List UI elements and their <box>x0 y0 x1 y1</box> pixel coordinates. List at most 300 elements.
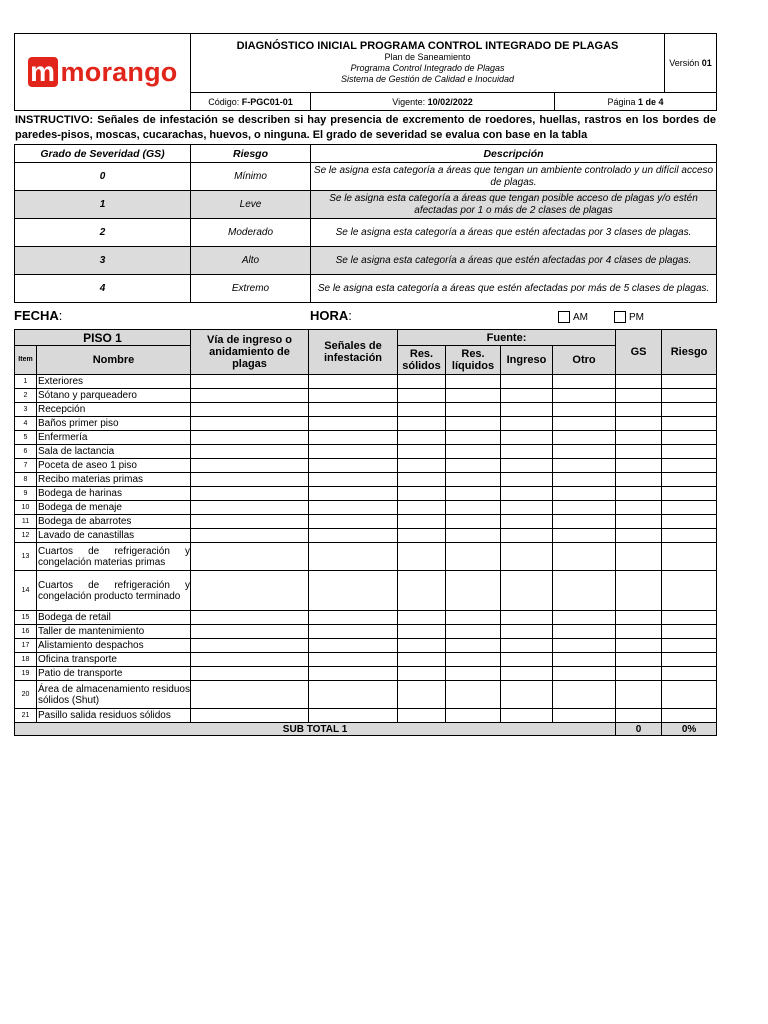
res-liquidos-cell[interactable] <box>446 515 501 529</box>
am-label: AM <box>573 311 588 323</box>
otro-cell[interactable] <box>553 403 616 417</box>
row-item-number: 8 <box>15 473 37 487</box>
severity-gs: 4 <box>15 275 191 303</box>
res-solidos-cell[interactable] <box>398 681 446 709</box>
via-cell[interactable] <box>191 389 309 403</box>
res-solidos-cell[interactable] <box>398 667 446 681</box>
severity-row <box>15 163 717 191</box>
ingreso-cell[interactable] <box>501 403 553 417</box>
res-solidos-cell[interactable] <box>398 501 446 515</box>
res-liquidos-cell[interactable] <box>446 501 501 515</box>
gs-cell[interactable] <box>616 709 662 723</box>
vigente-label: Vigente: <box>392 96 426 107</box>
severity-riesgo: Mínimo <box>191 163 311 191</box>
severity-gs: 1 <box>15 191 191 219</box>
ingreso-cell[interactable] <box>501 653 553 667</box>
am-checkbox[interactable] <box>558 311 588 323</box>
res-liquidos-cell[interactable] <box>446 611 501 625</box>
ingreso-cell[interactable] <box>501 389 553 403</box>
codigo-cell <box>191 93 311 111</box>
otro-cell[interactable] <box>553 375 616 389</box>
row-item-number: 11 <box>15 515 37 529</box>
checkbox-icon[interactable] <box>558 311 570 323</box>
row-area-name: Cuartos de refrigeración y congelación materias primas <box>37 543 191 571</box>
res-liquidos-cell[interactable] <box>446 403 501 417</box>
logo-cell <box>15 34 191 111</box>
ingreso-cell[interactable] <box>501 667 553 681</box>
senales-cell[interactable] <box>309 529 398 543</box>
senales-cell[interactable] <box>309 571 398 611</box>
row-item-number: 5 <box>15 431 37 445</box>
res-liquidos-cell[interactable] <box>446 681 501 709</box>
document-title: DIAGNÓSTICO INICIAL PROGRAMA CONTROL INTEGRADO DE PLAGAS <box>236 40 619 52</box>
riesgo-cell[interactable] <box>662 515 717 529</box>
row-item-number: 2 <box>15 389 37 403</box>
via-cell[interactable] <box>191 529 309 543</box>
ingreso-cell[interactable] <box>501 501 553 515</box>
senales-cell[interactable] <box>309 473 398 487</box>
severity-riesgo: Leve <box>191 191 311 219</box>
row-area-name: Alistamiento despachos <box>37 639 191 653</box>
senales-cell[interactable] <box>309 681 398 709</box>
otro-cell[interactable] <box>553 709 616 723</box>
senales-cell[interactable] <box>309 459 398 473</box>
table-row <box>15 375 717 389</box>
riesgo-cell[interactable] <box>662 417 717 431</box>
ingreso-cell[interactable] <box>501 681 553 709</box>
via-cell[interactable] <box>191 639 309 653</box>
via-cell[interactable] <box>191 431 309 445</box>
otro-cell[interactable] <box>553 459 616 473</box>
res-liquidos-cell[interactable] <box>446 417 501 431</box>
senales-cell[interactable] <box>309 515 398 529</box>
riesgo-header: Riesgo <box>662 330 717 375</box>
severity-desc: Se le asigna esta categoría a áreas que estén afectadas por más de 5 clases de plagas. <box>311 275 717 303</box>
res-liquidos-cell[interactable] <box>446 529 501 543</box>
ingreso-cell[interactable] <box>501 515 553 529</box>
via-cell[interactable] <box>191 501 309 515</box>
res-solidos-cell[interactable] <box>398 459 446 473</box>
riesgo-cell[interactable] <box>662 625 717 639</box>
row-item-number: 6 <box>15 445 37 459</box>
res-liquidos-cell[interactable] <box>446 667 501 681</box>
severity-desc: Se le asigna esta categoría a áreas que estén afectadas por 3 clases de plagas. <box>311 219 717 247</box>
riesgo-cell[interactable] <box>662 389 717 403</box>
res-liquidos-cell[interactable] <box>446 487 501 501</box>
otro-cell[interactable] <box>553 389 616 403</box>
riesgo-cell[interactable] <box>662 667 717 681</box>
logo-wordmark: morango <box>60 56 178 87</box>
row-item-number: 4 <box>15 417 37 431</box>
res-liquidos-cell[interactable] <box>446 375 501 389</box>
severity-row <box>15 219 717 247</box>
senales-cell[interactable] <box>309 417 398 431</box>
row-area-name: Lavado de canastillas <box>37 529 191 543</box>
ingreso-cell[interactable] <box>501 445 553 459</box>
row-area-name: Patio de transporte <box>37 667 191 681</box>
otro-header: Otro <box>553 346 616 375</box>
severity-table <box>14 144 717 303</box>
row-item-number: 16 <box>15 625 37 639</box>
row-area-name: Bodega de retail <box>37 611 191 625</box>
res-liquidos-cell[interactable] <box>446 445 501 459</box>
subtotal-row <box>15 723 717 736</box>
res-liquidos-cell[interactable] <box>446 653 501 667</box>
via-cell[interactable] <box>191 667 309 681</box>
row-area-name: Bodega de menaje <box>37 501 191 515</box>
ingreso-cell[interactable] <box>501 431 553 445</box>
via-cell[interactable] <box>191 473 309 487</box>
table-row <box>15 501 717 515</box>
row-item-number: 9 <box>15 487 37 501</box>
senales-cell[interactable] <box>309 653 398 667</box>
table-row <box>15 625 717 639</box>
senales-cell[interactable] <box>309 501 398 515</box>
res-liquidos-cell[interactable] <box>446 571 501 611</box>
res-liquidos-cell[interactable] <box>446 473 501 487</box>
via-cell[interactable] <box>191 653 309 667</box>
gs-header: GS <box>616 330 662 375</box>
row-item-number: 3 <box>15 403 37 417</box>
res-liquidos-cell[interactable] <box>446 459 501 473</box>
senales-cell[interactable] <box>309 445 398 459</box>
subtotal-riesgo: 0% <box>662 723 717 736</box>
senales-cell[interactable] <box>309 543 398 571</box>
res-solidos-cell[interactable] <box>398 653 446 667</box>
table-row <box>15 611 717 625</box>
res-solidos-cell[interactable] <box>398 473 446 487</box>
system-name: Sistema de Gestión de Calidad e Inocuidad <box>340 74 515 84</box>
severity-row <box>15 247 717 275</box>
riesgo-cell[interactable] <box>662 611 717 625</box>
ingreso-cell[interactable] <box>501 709 553 723</box>
res-solidos-cell[interactable] <box>398 709 446 723</box>
otro-cell[interactable] <box>553 681 616 709</box>
row-item-number: 18 <box>15 653 37 667</box>
res-solidos-cell[interactable] <box>398 431 446 445</box>
res-solidos-cell[interactable] <box>398 487 446 501</box>
table-row <box>15 529 717 543</box>
severity-gs: 2 <box>15 219 191 247</box>
table-row <box>15 709 717 723</box>
res-solidos-cell[interactable] <box>398 625 446 639</box>
via-cell[interactable] <box>191 611 309 625</box>
gs-cell[interactable] <box>616 445 662 459</box>
res-solidos-cell[interactable] <box>398 403 446 417</box>
row-item-number: 15 <box>15 611 37 625</box>
gs-cell[interactable] <box>616 473 662 487</box>
severity-gs: 3 <box>15 247 191 275</box>
gs-cell[interactable] <box>616 625 662 639</box>
ingreso-cell[interactable] <box>501 487 553 501</box>
riesgo-cell[interactable] <box>662 501 717 515</box>
gs-cell[interactable] <box>616 431 662 445</box>
otro-cell[interactable] <box>553 473 616 487</box>
row-item-number: 10 <box>15 501 37 515</box>
gs-cell[interactable] <box>616 403 662 417</box>
res-solidos-cell[interactable] <box>398 515 446 529</box>
res-solidos-cell[interactable] <box>398 529 446 543</box>
severity-header-descripcion: Descripción <box>311 145 717 163</box>
pagina-value: 1 de 4 <box>638 96 664 107</box>
table-row <box>15 473 717 487</box>
gs-cell[interactable] <box>616 639 662 653</box>
hora-label: HORA: <box>310 308 352 323</box>
gs-cell[interactable] <box>616 501 662 515</box>
riesgo-cell[interactable] <box>662 445 717 459</box>
via-cell[interactable] <box>191 709 309 723</box>
severity-header-gs: Grado de Severidad (GS) <box>15 145 191 163</box>
senales-cell[interactable] <box>309 431 398 445</box>
ingreso-cell[interactable] <box>501 639 553 653</box>
row-item-number: 19 <box>15 667 37 681</box>
codigo-value: F-PGC01-01 <box>241 96 293 107</box>
row-item-number: 20 <box>15 681 37 709</box>
via-cell[interactable] <box>191 375 309 389</box>
res-liquidos-cell[interactable] <box>446 543 501 571</box>
riesgo-cell[interactable] <box>662 473 717 487</box>
row-area-name: Baños primer piso <box>37 417 191 431</box>
riesgo-cell[interactable] <box>662 653 717 667</box>
otro-cell[interactable] <box>553 445 616 459</box>
via-cell[interactable] <box>191 403 309 417</box>
table-row <box>15 515 717 529</box>
ingreso-cell[interactable] <box>501 529 553 543</box>
otro-cell[interactable] <box>553 543 616 571</box>
riesgo-cell[interactable] <box>662 487 717 501</box>
table-row <box>15 417 717 431</box>
otro-cell[interactable] <box>553 667 616 681</box>
res-solidos-cell[interactable] <box>398 375 446 389</box>
severity-gs: 0 <box>15 163 191 191</box>
riesgo-cell[interactable] <box>662 375 717 389</box>
gs-cell[interactable] <box>616 611 662 625</box>
via-cell[interactable] <box>191 487 309 501</box>
res-solidos-header: Res. sólidos <box>398 346 446 375</box>
logo-m-icon: m <box>28 57 58 87</box>
row-area-name: Pasillo salida residuos sólidos <box>37 709 191 723</box>
pagina-label: Página <box>607 96 636 107</box>
senales-cell[interactable] <box>309 487 398 501</box>
gs-cell[interactable] <box>616 681 662 709</box>
via-header: Vía de ingreso o anidamiento de plagas <box>191 330 309 375</box>
otro-cell[interactable] <box>553 639 616 653</box>
ingreso-cell[interactable] <box>501 625 553 639</box>
via-cell[interactable] <box>191 681 309 709</box>
via-cell[interactable] <box>191 445 309 459</box>
ingreso-cell[interactable] <box>501 459 553 473</box>
row-area-name: Recepción <box>37 403 191 417</box>
severity-header-riesgo: Riesgo <box>191 145 311 163</box>
gs-cell[interactable] <box>616 487 662 501</box>
res-liquidos-cell[interactable] <box>446 431 501 445</box>
senales-cell[interactable] <box>309 667 398 681</box>
checkbox-icon[interactable] <box>614 311 626 323</box>
areas-table <box>14 329 717 736</box>
res-solidos-cell[interactable] <box>398 639 446 653</box>
res-solidos-cell[interactable] <box>398 571 446 611</box>
document-header <box>14 33 717 111</box>
row-item-number: 7 <box>15 459 37 473</box>
senales-cell[interactable] <box>309 375 398 389</box>
row-area-name: Exteriores <box>37 375 191 389</box>
row-item-number: 1 <box>15 375 37 389</box>
severity-riesgo: Alto <box>191 247 311 275</box>
senales-cell[interactable] <box>309 611 398 625</box>
codigo-label: Código: <box>208 96 240 107</box>
gs-cell[interactable] <box>616 515 662 529</box>
gs-cell[interactable] <box>616 529 662 543</box>
otro-cell[interactable] <box>553 515 616 529</box>
gs-cell[interactable] <box>616 667 662 681</box>
ingreso-cell[interactable] <box>501 571 553 611</box>
nombre-header: Nombre <box>37 346 191 375</box>
date-time-row <box>14 303 716 329</box>
gs-cell[interactable] <box>616 389 662 403</box>
gs-cell[interactable] <box>616 543 662 571</box>
subtotal-gs: 0 <box>616 723 662 736</box>
ingreso-cell[interactable] <box>501 417 553 431</box>
via-cell[interactable] <box>191 417 309 431</box>
severity-desc: Se le asigna esta categoría a áreas que estén afectadas por 4 clases de plagas. <box>311 247 717 275</box>
otro-cell[interactable] <box>553 487 616 501</box>
instructions-text: INSTRUCTIVO: Señales de infestación se describen si hay presencia de excremento de roedores, huellas, rastros en los bordes de paredes-pisos, moscas, cucarachas, huevos, o ninguna. El grado de severidad se evalua con base en la tabla <box>15 114 716 141</box>
table-row <box>15 459 717 473</box>
gs-cell[interactable] <box>616 459 662 473</box>
otro-cell[interactable] <box>553 431 616 445</box>
table-row <box>15 653 717 667</box>
otro-cell[interactable] <box>553 529 616 543</box>
riesgo-cell[interactable] <box>662 529 717 543</box>
plan-name: Plan de Saneamiento <box>384 52 471 62</box>
senales-cell[interactable] <box>309 403 398 417</box>
riesgo-cell[interactable] <box>662 709 717 723</box>
table-row <box>15 487 717 501</box>
res-solidos-cell[interactable] <box>398 611 446 625</box>
res-solidos-cell[interactable] <box>398 417 446 431</box>
fecha-label: FECHA: <box>14 308 63 323</box>
severity-row <box>15 275 717 303</box>
otro-cell[interactable] <box>553 611 616 625</box>
severity-riesgo: Extremo <box>191 275 311 303</box>
pagina-cell <box>555 93 717 111</box>
otro-cell[interactable] <box>553 417 616 431</box>
subtotal-label: SUB TOTAL 1 <box>15 723 616 736</box>
row-area-name: Recibo materias primas <box>37 473 191 487</box>
via-cell[interactable] <box>191 515 309 529</box>
riesgo-cell[interactable] <box>662 681 717 709</box>
table-row <box>15 431 717 445</box>
table-row <box>15 571 717 611</box>
row-area-name: Bodega de abarrotes <box>37 515 191 529</box>
ingreso-cell[interactable] <box>501 611 553 625</box>
row-area-name: Poceta de aseo 1 piso <box>37 459 191 473</box>
riesgo-cell[interactable] <box>662 543 717 571</box>
riesgo-cell[interactable] <box>662 639 717 653</box>
item-header: Item <box>15 346 37 375</box>
piso-header: PISO 1 <box>15 330 191 346</box>
res-solidos-cell[interactable] <box>398 445 446 459</box>
res-liquidos-cell[interactable] <box>446 625 501 639</box>
gs-cell[interactable] <box>616 375 662 389</box>
table-row <box>15 403 717 417</box>
riesgo-cell[interactable] <box>662 571 717 611</box>
row-area-name: Bodega de harinas <box>37 487 191 501</box>
table-row <box>15 639 717 653</box>
res-liquidos-header: Res. líquidos <box>446 346 501 375</box>
row-area-name: Enfermería <box>37 431 191 445</box>
senales-cell[interactable] <box>309 709 398 723</box>
title-cell <box>191 34 665 93</box>
severity-riesgo: Moderado <box>191 219 311 247</box>
row-area-name: Área de almacenamiento residuos sólidos (Shut) <box>37 681 191 709</box>
pm-checkbox[interactable] <box>614 311 644 323</box>
area-rows <box>15 375 717 723</box>
row-area-name: Sala de lactancia <box>37 445 191 459</box>
senales-cell[interactable] <box>309 625 398 639</box>
severity-desc: Se le asigna esta categoría a áreas que tengan un ambiente controlado y un difícil acceso de plagas. <box>311 163 717 191</box>
program-name: Programa Control Integrado de Plagas <box>350 63 505 73</box>
via-cell[interactable] <box>191 571 309 611</box>
ingreso-cell[interactable] <box>501 473 553 487</box>
res-solidos-cell[interactable] <box>398 543 446 571</box>
otro-cell[interactable] <box>553 625 616 639</box>
senales-cell[interactable] <box>309 639 398 653</box>
table-row <box>15 681 717 709</box>
senales-cell[interactable] <box>309 389 398 403</box>
version-label: Versión <box>669 58 700 68</box>
row-area-name: Oficina transporte <box>37 653 191 667</box>
via-cell[interactable] <box>191 459 309 473</box>
riesgo-cell[interactable] <box>662 459 717 473</box>
vigente-value: 10/02/2022 <box>427 96 473 107</box>
riesgo-cell[interactable] <box>662 403 717 417</box>
table-row <box>15 667 717 681</box>
table-row <box>15 389 717 403</box>
ingreso-header: Ingreso <box>501 346 553 375</box>
gs-cell[interactable] <box>616 571 662 611</box>
row-area-name: Taller de mantenimiento <box>37 625 191 639</box>
ingreso-cell[interactable] <box>501 543 553 571</box>
res-solidos-cell[interactable] <box>398 389 446 403</box>
fuente-header: Fuente: <box>398 330 616 346</box>
via-cell[interactable] <box>191 625 309 639</box>
row-item-number: 14 <box>15 571 37 611</box>
severity-row <box>15 191 717 219</box>
table-row <box>15 543 717 571</box>
otro-cell[interactable] <box>553 571 616 611</box>
ingreso-cell[interactable] <box>501 375 553 389</box>
gs-cell[interactable] <box>616 417 662 431</box>
res-liquidos-cell[interactable] <box>446 639 501 653</box>
company-logo <box>15 57 190 88</box>
gs-cell[interactable] <box>616 653 662 667</box>
row-item-number: 21 <box>15 709 37 723</box>
version-cell <box>665 34 717 93</box>
row-area-name: Cuartos de refrigeración y congelación producto terminado <box>37 571 191 611</box>
riesgo-cell[interactable] <box>662 431 717 445</box>
pm-label: PM <box>629 311 644 323</box>
severity-desc: Se le asigna esta categoría a áreas que tengan posible acceso de plagas y/o estén afectadas por 1 o más de 2 clases de plagas <box>311 191 717 219</box>
row-item-number: 12 <box>15 529 37 543</box>
row-item-number: 13 <box>15 543 37 571</box>
via-cell[interactable] <box>191 543 309 571</box>
res-liquidos-cell[interactable] <box>446 709 501 723</box>
otro-cell[interactable] <box>553 653 616 667</box>
otro-cell[interactable] <box>553 501 616 515</box>
row-area-name: Sótano y parqueadero <box>37 389 191 403</box>
res-liquidos-cell[interactable] <box>446 389 501 403</box>
